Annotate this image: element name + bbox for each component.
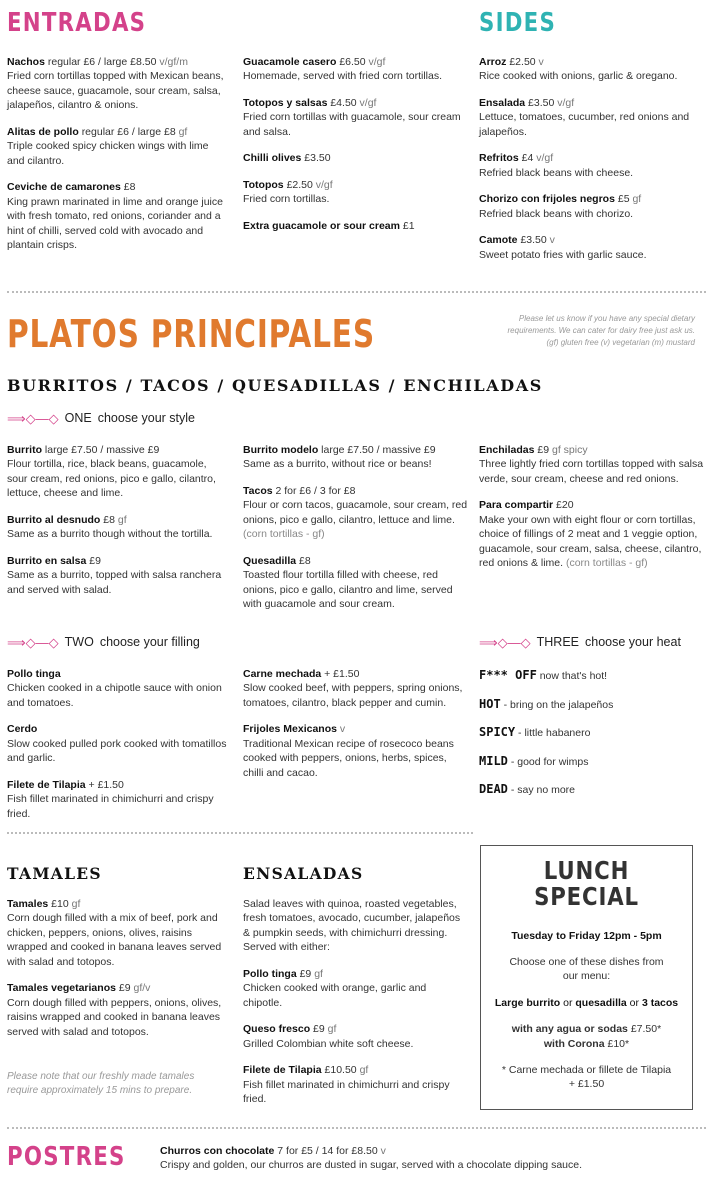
menu-item-desc: Same as a burrito, without rice or beans! — [243, 458, 432, 471]
sides-heading: SIDES — [479, 8, 557, 38]
lunch-with-2: with Corona — [543, 1037, 605, 1050]
menu-item-name: Pollo tinga — [7, 668, 61, 680]
menu-item — [7, 722, 227, 765]
menu-item-diet: v/gf — [557, 96, 575, 109]
heat-level — [479, 753, 704, 770]
menu-item-name: Burrito en salsa — [7, 554, 87, 567]
arrow-icon: ⟹◇—◇ — [479, 635, 531, 650]
menu-item-desc-block — [7, 681, 227, 710]
divider — [7, 1127, 706, 1129]
tamales-heading: TAMALES — [7, 864, 102, 883]
menu-item-price: £5 — [617, 193, 630, 206]
menu-item-desc: Refried black beans with chorizo. — [479, 207, 634, 220]
menu-item-price: large £7.50 / massive £9 — [321, 444, 436, 456]
menu-item-title-line — [7, 722, 227, 736]
lunch-dishes — [489, 996, 684, 1010]
heat-level — [479, 781, 704, 798]
menu-item-desc: Chicken cooked with orange, garlic and chipotle. — [243, 982, 427, 1009]
menu-item-title-line — [7, 513, 227, 527]
menu-item-name: Frijoles Mexicanos — [243, 723, 337, 736]
menu-item — [243, 219, 468, 233]
menu-item-desc-block — [243, 110, 468, 139]
menu-item-desc-block — [7, 568, 227, 597]
lunch-or-2: or — [629, 996, 640, 1009]
menu-item-desc-block — [479, 207, 704, 221]
menu-item — [7, 667, 227, 710]
menu-item-title-line — [479, 151, 704, 165]
ensaladas-list — [243, 967, 468, 1107]
menu-item-price: £4.50 — [330, 96, 357, 109]
menu-item — [7, 55, 227, 113]
divider — [7, 291, 706, 293]
arrow-icon: ⟹◇—◇ — [7, 635, 59, 650]
menu-item-price: £9 — [313, 1023, 325, 1036]
menu-item — [243, 667, 468, 710]
lunch-days: Tuesday to Friday 12pm - 5pm — [511, 929, 662, 942]
menu-item-title-line — [7, 55, 227, 69]
tamales-note: Please note that our freshly made tamales require approximately 15 mins to prepare. — [7, 1071, 195, 1096]
menu-item-title-line — [243, 151, 468, 165]
menu-item-name: Arroz — [479, 56, 507, 68]
heat-level — [479, 724, 704, 741]
tamales-list — [7, 897, 227, 1051]
menu-item — [243, 151, 468, 165]
menu-item — [243, 554, 468, 612]
menu-item-diet: v/gf — [359, 96, 377, 109]
lunch-with-1: with any agua or sodas — [511, 1023, 628, 1036]
step-two-num: TWO — [64, 635, 94, 650]
filling-col1 — [7, 667, 227, 833]
menu-item-desc-block — [7, 792, 227, 821]
menu-item-desc: Fried corn tortillas with guacamole, sour cream and salsa. — [243, 111, 461, 138]
menu-item-desc: Refried black beans with cheese. — [479, 166, 634, 179]
heat-level-text: - bring on the jalapeños — [503, 698, 614, 711]
menu-item-name: Totopos y salsas — [243, 96, 328, 109]
menu-item-extra: (corn tortillas - gf) — [243, 528, 325, 541]
ensaladas-intro: Salad leaves with quinoa, roasted vegetables, fresh tomatoes, avocado, cucumber, jalapeños & pumpkin seeds, with chimichurri dressing. Served with either: — [243, 898, 461, 954]
menu-item-desc-block — [7, 139, 227, 168]
menu-item — [7, 778, 227, 821]
menu-item-price: £10 — [51, 898, 69, 910]
menu-item-title-line — [7, 897, 227, 911]
heat-level-word: F*** OFF — [479, 668, 537, 682]
menu-item-diet: gf — [314, 967, 323, 980]
menu-item-title-line — [7, 125, 227, 139]
divider — [7, 832, 473, 834]
menu-item-diet: gf/v — [133, 982, 151, 995]
menu-item-name: Pollo tinga — [243, 967, 297, 980]
menu-item-title-line — [243, 443, 468, 457]
menu-item-name: Refritos — [479, 152, 519, 165]
menu-item-diet: v/gf — [368, 56, 386, 68]
menu-item-title-line — [7, 554, 227, 568]
menu-item — [7, 443, 227, 501]
menu-item — [243, 722, 468, 780]
menu-item-diet: v — [538, 56, 544, 68]
menu-item-desc: Flour tortilla, rice, black beans, guacamole, sour cream, red onions, pico e gallo, cilantro, lettuce, cheese and lime. — [7, 458, 216, 500]
menu-item-desc: Same as a burrito though without the tortilla. — [7, 528, 213, 541]
menu-item-diet: gf — [117, 513, 127, 526]
menu-item-price: £3.50 — [528, 96, 555, 109]
menu-item-desc-block — [7, 195, 227, 253]
menu-item-name: Enchiladas — [479, 444, 535, 456]
menu-item-price: £9 — [118, 982, 131, 995]
menu-item — [243, 443, 468, 472]
menu-item-name: Filete de Tilapia — [243, 1064, 322, 1077]
lunch-title-1: LUNCH — [543, 856, 630, 885]
sides-list — [479, 55, 704, 274]
heat-level-word: SPICY — [479, 725, 516, 740]
menu-item-price: 2 for £6 / 3 for £8 — [275, 484, 356, 497]
heat-list — [479, 667, 704, 810]
menu-item-name: Tamales — [7, 898, 49, 910]
menu-item-title-line — [243, 55, 468, 69]
menu-item — [243, 1063, 468, 1106]
step-three-num: THREE — [536, 635, 580, 650]
menu-item-desc-block — [479, 110, 704, 139]
menu-item-diet: gf — [632, 193, 642, 206]
menu-item-price: large £7.50 / massive £9 — [44, 444, 160, 456]
menu-item-desc-block — [7, 457, 227, 500]
menu-item-price: £8 — [123, 181, 136, 194]
menu-item-desc: Rice cooked with onions, garlic & oregano. — [479, 70, 678, 83]
menu-item-title-line — [243, 722, 468, 736]
menu-item — [243, 967, 468, 1010]
menu-item-price: £20 — [556, 499, 574, 512]
menu-item-title-line — [243, 667, 468, 681]
menu-item-diet: v/gf/m — [159, 56, 188, 68]
step-three — [479, 634, 681, 652]
menu-item-name: Ceviche de camarones — [7, 181, 121, 194]
lunch-price-1: £7.50* — [630, 1023, 662, 1036]
menu-item-desc-block — [479, 69, 704, 83]
heat-level-word: DEAD — [479, 782, 508, 797]
menu-item-price: £3.50 — [304, 152, 331, 165]
menu-item-price: £4 — [521, 152, 534, 165]
menu-item-diet: v/gf — [315, 178, 333, 191]
heat-level-text: - little habanero — [518, 727, 591, 740]
menu-item — [243, 484, 468, 542]
menu-item-price: regular £6 / large £8 — [81, 125, 176, 138]
lunch-dish-1: Large burrito — [494, 996, 561, 1009]
menu-item-desc-block — [7, 996, 227, 1039]
ensaladas-heading: ENSALADAS — [243, 864, 364, 883]
menu-item-desc: Traditional Mexican recipe of rosecoco beans cooked with peppers, onions, herbs, spices, chilli and cacao. — [243, 737, 454, 779]
menu-item-name: Camote — [479, 234, 518, 247]
lunch-footnote: * Carne mechada or fillete de Tilapia + £1.50 — [501, 1063, 672, 1091]
menu-item-desc-block — [7, 737, 227, 766]
postres-desc: Crispy and golden, our churros are dusted in sugar, served with a chocolate dipping sauce. — [160, 1159, 582, 1172]
heat-level-word: HOT — [479, 696, 501, 711]
menu-item-desc-block — [479, 248, 704, 262]
menu-item-name: Tamales vegetarianos — [7, 982, 116, 995]
menu-item-desc: Three lightly fried corn tortillas topped with salsa verde, sour cream, cheese and red onions. — [479, 458, 704, 485]
menu-item-title-line — [243, 967, 468, 981]
menu-item-desc: Homemade, served with fried corn tortillas. — [243, 70, 442, 83]
menu-item-desc-block — [243, 1037, 468, 1051]
menu-item-desc-block — [243, 1078, 468, 1107]
menu-item-desc: Slow cooked beef, with peppers, spring onions, tomatoes, cilantro, black pepper and cumin. — [243, 682, 463, 709]
step-one-num: ONE — [64, 411, 92, 426]
arrow-icon: ⟹◇—◇ — [7, 411, 59, 426]
menu-item-extra: (corn tortillas - gf) — [565, 557, 648, 570]
postres-diet: v — [380, 1145, 386, 1157]
postres-name: Churros con chocolate — [160, 1145, 275, 1157]
menu-item-price: £9 — [299, 967, 312, 980]
menu-item-title-line — [479, 233, 704, 247]
platos-subtitle: BURRITOS / TACOS / QUESADILLAS / ENCHILADAS — [7, 376, 543, 395]
heat-level-text: now that's hot! — [539, 670, 608, 682]
menu-item-price: + £1.50 — [88, 778, 124, 791]
menu-item-price: £9 — [89, 554, 101, 567]
menu-item — [479, 96, 704, 139]
menu-item — [479, 192, 704, 221]
step-two-text: choose your filling — [99, 635, 200, 650]
platos-heading: PLATOS PRINCIPALES — [7, 312, 375, 356]
menu-item — [479, 151, 704, 180]
menu-item-desc: Fish fillet marinated in chimichurri and crispy fried. — [243, 1078, 450, 1106]
heat-level — [479, 696, 704, 713]
menu-item-title-line — [7, 778, 227, 792]
menu-item-desc: Fish fillet marinated in chimichurri and crispy fried. — [7, 793, 214, 820]
menu-item — [243, 1022, 468, 1051]
menu-item-diet: gf — [178, 125, 188, 138]
menu-item-desc-block — [7, 527, 227, 541]
menu-item-price: £8 — [299, 554, 311, 567]
menu-item-desc-block — [243, 498, 468, 541]
step-one-text: choose your style — [97, 411, 196, 426]
step-three-text: choose your heat — [585, 635, 681, 650]
menu-item-desc: Grilled Colombian white soft cheese. — [243, 1037, 414, 1050]
menu-item-desc: Make your own with eight flour or corn tortillas, choice of fillings of 2 meat and 1 veggie option, guacamole, sour cream, salsa, cheese, cilantro, red onions & lime. — [479, 513, 702, 570]
menu-item-name: Totopos — [243, 178, 284, 191]
menu-item-desc-block — [243, 192, 468, 206]
menu-item-desc: Flour or corn tacos, guacamole, sour cream, red onions, pico e gallo, cilantro, lettuce and lime. — [243, 499, 468, 526]
menu-item — [7, 513, 227, 542]
menu-item-price: + £1.50 — [324, 668, 360, 680]
heat-level-text: - say no more — [510, 784, 576, 797]
menu-item-title-line — [7, 667, 227, 681]
menu-item-desc-block — [243, 981, 468, 1010]
entradas-col2 — [243, 55, 468, 245]
menu-item — [479, 55, 704, 84]
menu-item — [479, 443, 704, 486]
menu-item-desc: King prawn marinated in lime and orange juice with fresh tomato, red onions, coriander and a hint of chilli, served cold with avocado and plantain crisps. — [7, 195, 223, 252]
menu-item — [7, 180, 227, 252]
menu-item-title-line — [7, 981, 227, 995]
menu-item-title-line — [479, 96, 704, 110]
lunch-title-2: SPECIAL — [534, 882, 639, 912]
menu-item-name: Burrito modelo — [243, 444, 319, 456]
menu-item-desc: Sweet potato fries with garlic sauce. — [479, 248, 647, 261]
entradas-heading: ENTRADAS — [7, 8, 147, 38]
menu-item-title-line — [243, 219, 468, 233]
menu-item-desc-block — [243, 681, 468, 710]
menu-item-diet: v/gf — [536, 152, 554, 165]
menu-item-desc-block — [243, 69, 468, 83]
lunch-prices — [489, 1022, 684, 1050]
menu-item-desc: Toasted flour tortilla filled with cheese, red onions, pico e gallo, cilantro and lime, served with guacamole and sour cream. — [243, 569, 453, 611]
menu-item-desc-block — [243, 737, 468, 780]
menu-item-title-line — [479, 55, 704, 69]
menu-item — [479, 498, 704, 570]
menu-item-name: Cerdo — [7, 723, 38, 736]
menu-item-desc: Chicken cooked in a chipotle sauce with onion and tomatoes. — [7, 682, 222, 709]
menu-item-name: Chorizo con frijoles negros — [479, 193, 615, 206]
menu-item-title-line — [243, 178, 468, 192]
menu-item-desc: Corn dough filled with a mix of beef, pork and chicken, peppers, onions, olives, raisins wrapped and cooked in banana leaves served with salad and totopos. — [7, 912, 222, 968]
menu-item-diet: gf spicy — [551, 444, 588, 456]
postres-line — [160, 1144, 705, 1158]
lunch-price-2: £10* — [607, 1037, 630, 1050]
heat-level — [479, 667, 704, 684]
menu-item-name: Extra guacamole or sour cream — [243, 219, 400, 232]
filling-col2 — [243, 667, 468, 792]
menu-item-title-line — [479, 498, 704, 512]
heat-level-word: MILD — [479, 753, 508, 768]
menu-item — [7, 554, 227, 597]
menu-item-diet: gf — [71, 898, 81, 910]
menu-item-desc: Lettuce, tomatoes, cucumber, red onions and jalapeños. — [479, 111, 690, 138]
menu-item-name: Ensalada — [479, 96, 526, 109]
menu-item-diet: gf — [327, 1023, 337, 1036]
menu-item-name: Nachos — [7, 56, 45, 68]
menu-item-price: £2.50 — [286, 178, 313, 191]
menu-item-name: Burrito — [7, 444, 42, 456]
menu-item-diet: v — [549, 234, 555, 247]
menu-item-desc-block — [479, 166, 704, 180]
menu-item-name: Queso fresco — [243, 1023, 311, 1036]
style-col3 — [479, 443, 704, 583]
lunch-dish-3: 3 tacos — [641, 996, 679, 1009]
lunch-choose: Choose one of these dishes from our menu: — [509, 955, 664, 983]
menu-item-name: Tacos — [243, 484, 273, 497]
menu-item-name: Burrito al desnudo — [7, 513, 101, 526]
entradas-col1 — [7, 55, 227, 265]
lunch-dish-2: quesadilla — [575, 996, 627, 1009]
lunch-special-box — [480, 845, 693, 1110]
menu-item-desc-block — [7, 911, 227, 969]
menu-item-desc: Fried corn tortillas topped with Mexican beans, cheese sauce, guacamole, sour cream, salsa, jalapeños, cilantro & onions. — [7, 70, 224, 112]
menu-item-desc-block — [479, 513, 704, 571]
menu-item-desc-block — [243, 568, 468, 611]
menu-item-desc: Fried corn tortillas. — [243, 193, 330, 206]
menu-item-title-line — [7, 180, 227, 194]
menu-item-price: £2.50 — [509, 56, 536, 68]
menu-item-title-line — [479, 192, 704, 206]
menu-item — [243, 178, 468, 207]
menu-item-price: £6.50 — [339, 56, 366, 68]
menu-item-desc: Corn dough filled with peppers, onions, olives, raisins wrapped and cooked in banana leaves served with salad and totopos. — [7, 996, 222, 1038]
postres-heading: POSTRES — [7, 1142, 126, 1172]
menu-item-name: Guacamole casero — [243, 56, 337, 68]
menu-item-desc-block — [243, 457, 468, 471]
menu-item-name: Chilli olives — [243, 152, 302, 165]
menu-item — [479, 233, 704, 262]
menu-item-diet: gf — [359, 1064, 369, 1077]
menu-item-price: £8 — [103, 513, 115, 526]
menu-item — [7, 897, 227, 969]
menu-item-title-line — [479, 443, 704, 457]
step-one — [7, 410, 195, 428]
lunch-or-1: or — [563, 996, 573, 1009]
menu-item — [7, 125, 227, 168]
step-two — [7, 634, 200, 652]
menu-item-price: £1 — [402, 219, 415, 232]
menu-item-desc: Slow cooked pulled pork cooked with tomatillos and garlic. — [7, 737, 227, 765]
menu-item-title-line — [7, 443, 227, 457]
menu-item-name: Filete de Tilapia — [7, 778, 86, 791]
menu-item-desc-block — [479, 457, 704, 486]
style-col2 — [243, 443, 468, 624]
menu-item-title-line — [243, 1063, 468, 1077]
menu-item-name: Quesadilla — [243, 554, 297, 567]
menu-item-price: £3.50 — [520, 234, 547, 247]
menu-item-name: Carne mechada — [243, 668, 322, 680]
menu-item-title-line — [243, 1022, 468, 1036]
menu-item — [7, 981, 227, 1039]
dietary-note: Please let us know if you have any special dietary requirements. We can cater for dairy free just ask us. (gf) gluten free (v) vegetarian (m) mustard — [507, 314, 695, 347]
menu-item-price: regular £6 / large £8.50 — [47, 56, 157, 68]
menu-item — [243, 96, 468, 139]
postres-item — [160, 1144, 705, 1173]
menu-item-name: Para compartir — [479, 499, 554, 512]
menu-item — [243, 55, 468, 84]
menu-item-title-line — [243, 96, 468, 110]
menu-item-name: Alitas de pollo — [7, 125, 79, 138]
menu-item-price: £10.50 — [324, 1064, 357, 1077]
style-col1 — [7, 443, 227, 609]
menu-item-title-line — [243, 554, 468, 568]
menu-item-desc: Same as a burrito, topped with salsa ranchera and served with salad. — [7, 569, 222, 596]
menu-item-desc: Triple cooked spicy chicken wings with lime and cilantro. — [7, 140, 209, 167]
menu-item-diet: v — [339, 723, 346, 736]
ensaladas-block — [243, 897, 468, 1119]
menu-item-price: £9 — [537, 444, 550, 456]
menu-item-desc-block — [7, 69, 227, 112]
menu-item-title-line — [243, 484, 468, 498]
postres-price: 7 for £5 / 14 for £8.50 — [277, 1145, 378, 1157]
heat-level-text: - good for wimps — [510, 755, 589, 768]
